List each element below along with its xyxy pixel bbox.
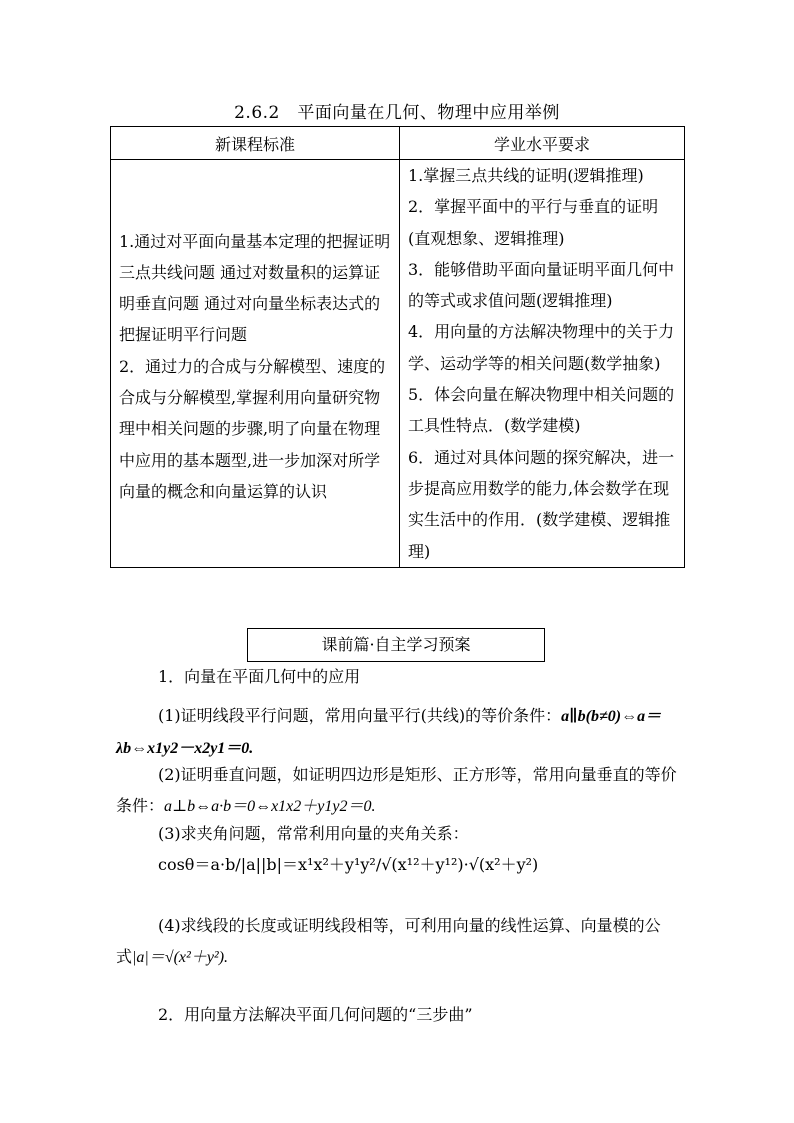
paragraph-text: (3)求夹角问题，常常利用向量的夹角关系： <box>158 824 469 843</box>
paragraph-angle <box>116 818 684 849</box>
formula-modulus: |a|＝√(x²＋y²). <box>132 949 229 966</box>
requirement-item: 2．掌握平面中的平行与垂直的证明(直观想象、逻辑推理) <box>408 197 659 248</box>
paragraph-text: (4)求线段的长度或证明线段相等，可利用向量的线性运算、向量模的公式 <box>116 916 661 966</box>
curriculum-item: 1.通过对平面向量基本定理的把握证明三点共线问题 通过对数量积的运算证明垂直问题 通过对向量坐标表达式的把握证明平行问题 <box>119 231 391 345</box>
paragraph-text: (2)证明垂直问题，如证明四边形是矩形、正方形等，常用向量垂直的等价条件： <box>116 765 677 815</box>
table-header-requirements: 学业水平要求 <box>400 127 685 160</box>
requirement-item: 4．用向量的方法解决物理中的关于力学、运动学等的相关问题(数学抽象) <box>408 322 675 373</box>
paragraph-perpendicular <box>116 759 684 822</box>
curriculum-cell <box>111 160 400 568</box>
section-title: 课前篇·自主学习预案 <box>247 628 545 662</box>
requirement-item: 1.掌握三点共线的证明(逻辑推理) <box>408 166 644 185</box>
curriculum-item: 2．通过力的合成与分解模型、速度的合成与分解模型,掌握利用向量研究物理中相关问题的步骤,明了向量在物理中应用的基本题型,进一步加深对所学向量的概念和向量运算的认识 <box>119 356 386 501</box>
page-title: 2.6.2 平面向量在几何、物理中应用举例 <box>234 103 560 123</box>
formula-parallel: a∥b(b≠0)⇔a＝λb⇔x1y2－x2y1＝0. <box>116 708 662 757</box>
heading-three-steps: 2．用向量方法解决平面几何问题的“三步曲” <box>158 1005 473 1024</box>
paragraph-text: (1)证明线段平行问题，常用向量平行(共线)的等价条件： <box>158 706 562 725</box>
heading-vector-geometry: 1．向量在平面几何中的应用 <box>158 667 361 686</box>
requirements-cell <box>400 160 685 568</box>
table-header-curriculum: 新课程标准 <box>111 127 400 160</box>
paragraph-length <box>116 910 684 973</box>
standards-table <box>110 126 685 568</box>
formula-cosine: cosθ＝a·b/|a||b|＝x¹x²＋y¹y²/√(x¹²＋y¹²)·√(x²＋y²) <box>158 855 539 874</box>
requirement-item: 6．通过对具体问题的探究解决，进一步提高应用数学的能力,体会数学在现实生活中的作用．(数学建模、逻辑推理) <box>408 447 675 561</box>
paragraph-parallel <box>116 700 684 764</box>
requirement-item: 5．体会向量在解决物理中相关问题的工具性特点．(数学建模) <box>408 385 675 436</box>
requirement-item: 3．能够借助平面向量证明平面几何中的等式或求值问题(逻辑推理) <box>408 259 675 311</box>
formula-perpendicular: a⊥b⇔a·b＝0⇔x1x2＋y1y2＝0. <box>164 798 376 815</box>
